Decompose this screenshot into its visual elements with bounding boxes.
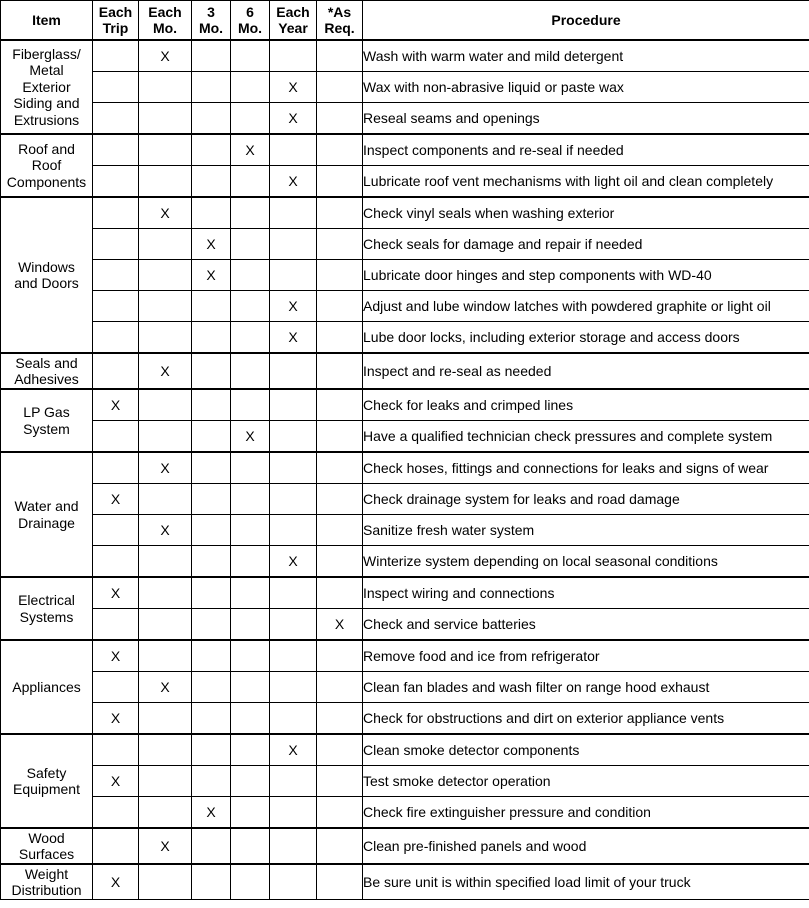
table-row <box>1 640 809 672</box>
frequency-cell-six-mo <box>231 864 270 900</box>
frequency-cell-six-mo: X <box>231 421 270 453</box>
header-each-month: Each Mo. <box>139 1 192 41</box>
table-row <box>1 609 809 641</box>
frequency-cell-each-mo <box>139 103 192 135</box>
procedure-cell: Check drainage system for leaks and road damage <box>363 484 809 515</box>
frequency-cell-three-mo <box>192 134 231 166</box>
procedure-cell: Lubricate door hinges and step components with WD-40 <box>363 260 809 291</box>
frequency-cell-each-year <box>270 864 317 900</box>
frequency-cell-each-mo: X <box>139 515 192 546</box>
procedure-cell: Check for leaks and crimped lines <box>363 389 809 421</box>
procedure-cell: Be sure unit is within specified load limit of your truck <box>363 864 809 900</box>
frequency-cell-each-year: X <box>270 166 317 198</box>
frequency-cell-six-mo <box>231 484 270 515</box>
frequency-cell-each-year <box>270 640 317 672</box>
frequency-cell-each-trip: X <box>93 484 139 515</box>
frequency-cell-three-mo <box>192 640 231 672</box>
frequency-cell-six-mo <box>231 797 270 829</box>
frequency-cell-three-mo <box>192 197 231 229</box>
frequency-cell-as-req <box>317 103 363 135</box>
frequency-cell-three-mo: X <box>192 797 231 829</box>
item-cell <box>1 864 93 900</box>
frequency-cell-six-mo <box>231 609 270 641</box>
frequency-cell-six-mo <box>231 389 270 421</box>
frequency-cell-each-mo <box>139 260 192 291</box>
frequency-cell-each-mo <box>139 484 192 515</box>
procedure-cell: Test smoke detector operation <box>363 766 809 797</box>
frequency-cell-each-year <box>270 134 317 166</box>
procedure-cell: Check fire extinguisher pressure and condition <box>363 797 809 829</box>
frequency-cell-three-mo <box>192 734 231 766</box>
frequency-cell-each-trip <box>93 134 139 166</box>
frequency-cell-each-year <box>270 609 317 641</box>
frequency-cell-six-mo <box>231 452 270 484</box>
frequency-cell-as-req <box>317 515 363 546</box>
frequency-cell-as-req <box>317 484 363 515</box>
procedure-cell: Remove food and ice from refrigerator <box>363 640 809 672</box>
table-row <box>1 103 809 135</box>
frequency-cell-each-year <box>270 577 317 609</box>
frequency-cell-six-mo <box>231 515 270 546</box>
frequency-cell-each-mo <box>139 421 192 453</box>
item-cell <box>1 577 93 640</box>
frequency-cell-as-req <box>317 353 363 389</box>
frequency-cell-each-mo <box>139 864 192 900</box>
table-row <box>1 322 809 354</box>
procedure-cell: Reseal seams and openings <box>363 103 809 135</box>
frequency-cell-three-mo <box>192 609 231 641</box>
frequency-cell-three-mo <box>192 546 231 578</box>
procedure-cell: Lubricate roof vent mechanisms with light oil and clean completely <box>363 166 809 198</box>
frequency-cell-each-mo <box>139 577 192 609</box>
frequency-cell-three-mo <box>192 389 231 421</box>
frequency-cell-three-mo <box>192 103 231 135</box>
frequency-cell-each-trip <box>93 734 139 766</box>
table-row <box>1 864 809 900</box>
frequency-cell-each-year <box>270 421 317 453</box>
frequency-cell-each-year: X <box>270 734 317 766</box>
header-row <box>1 1 809 41</box>
frequency-cell-each-year <box>270 703 317 735</box>
frequency-cell-each-mo: X <box>139 452 192 484</box>
frequency-cell-each-year <box>270 353 317 389</box>
frequency-cell-each-trip <box>93 103 139 135</box>
table-row <box>1 260 809 291</box>
item-label: LP Gas System <box>23 404 70 437</box>
frequency-cell-six-mo <box>231 72 270 103</box>
frequency-cell-six-mo: X <box>231 134 270 166</box>
frequency-cell-as-req <box>317 546 363 578</box>
table-row <box>1 72 809 103</box>
item-cell <box>1 734 93 828</box>
frequency-cell-each-year: X <box>270 546 317 578</box>
frequency-cell-each-year <box>270 40 317 72</box>
frequency-cell-three-mo <box>192 864 231 900</box>
frequency-cell-each-mo <box>139 703 192 735</box>
frequency-cell-each-mo <box>139 766 192 797</box>
frequency-cell-three-mo <box>192 452 231 484</box>
frequency-cell-each-trip: X <box>93 864 139 900</box>
frequency-cell-each-mo <box>139 72 192 103</box>
frequency-cell-each-trip <box>93 197 139 229</box>
frequency-cell-each-mo <box>139 389 192 421</box>
frequency-cell-each-mo <box>139 166 192 198</box>
frequency-cell-six-mo <box>231 672 270 703</box>
header-procedure: Procedure <box>363 1 809 41</box>
item-cell <box>1 828 93 864</box>
frequency-cell-each-year <box>270 484 317 515</box>
frequency-cell-as-req <box>317 389 363 421</box>
frequency-cell-each-mo <box>139 546 192 578</box>
frequency-cell-as-req <box>317 229 363 260</box>
item-label: Windows and Doors <box>14 258 79 291</box>
frequency-cell-each-trip <box>93 166 139 198</box>
procedure-cell: Check for obstructions and dirt on exterior appliance vents <box>363 703 809 735</box>
header-6-months: 6 Mo. <box>231 1 270 41</box>
frequency-cell-six-mo <box>231 322 270 354</box>
procedure-cell: Sanitize fresh water system <box>363 515 809 546</box>
frequency-cell-as-req <box>317 766 363 797</box>
procedure-cell: Adjust and lube window latches with powdered graphite or light oil <box>363 291 809 322</box>
frequency-cell-as-req <box>317 197 363 229</box>
frequency-cell-each-trip <box>93 353 139 389</box>
table-row <box>1 134 809 166</box>
frequency-cell-each-year <box>270 389 317 421</box>
frequency-cell-each-trip: X <box>93 640 139 672</box>
frequency-cell-each-year <box>270 452 317 484</box>
frequency-cell-each-year <box>270 672 317 703</box>
frequency-cell-three-mo <box>192 166 231 198</box>
frequency-cell-as-req <box>317 797 363 829</box>
frequency-cell-each-trip: X <box>93 577 139 609</box>
frequency-cell-three-mo <box>192 672 231 703</box>
item-label: Weight Distribution <box>11 865 82 898</box>
frequency-cell-as-req <box>317 260 363 291</box>
frequency-cell-each-trip <box>93 72 139 103</box>
item-label: Water and Drainage <box>14 498 79 531</box>
frequency-cell-each-year <box>270 828 317 864</box>
frequency-cell-as-req <box>317 672 363 703</box>
table-row <box>1 421 809 453</box>
table-row <box>1 797 809 829</box>
frequency-cell-three-mo: X <box>192 260 231 291</box>
item-cell <box>1 640 93 734</box>
frequency-cell-as-req: X <box>317 609 363 641</box>
frequency-cell-each-trip <box>93 40 139 72</box>
procedure-cell: Inspect wiring and connections <box>363 577 809 609</box>
item-label: Appliances <box>12 678 81 695</box>
frequency-cell-each-mo <box>139 291 192 322</box>
procedure-cell: Winterize system depending on local seasonal conditions <box>363 546 809 578</box>
frequency-cell-each-trip <box>93 260 139 291</box>
frequency-cell-as-req <box>317 703 363 735</box>
procedure-cell: Wax with non-abrasive liquid or paste wax <box>363 72 809 103</box>
table-row <box>1 291 809 322</box>
item-cell <box>1 197 93 353</box>
table-row <box>1 546 809 578</box>
table-row <box>1 353 809 389</box>
table-row <box>1 828 809 864</box>
frequency-cell-each-year <box>270 515 317 546</box>
frequency-cell-as-req <box>317 421 363 453</box>
frequency-cell-each-trip <box>93 452 139 484</box>
frequency-cell-each-year <box>270 797 317 829</box>
frequency-cell-each-mo: X <box>139 353 192 389</box>
frequency-cell-each-year <box>270 197 317 229</box>
frequency-cell-each-trip <box>93 229 139 260</box>
procedure-cell: Lube door locks, including exterior storage and access doors <box>363 322 809 354</box>
frequency-cell-three-mo: X <box>192 229 231 260</box>
frequency-cell-as-req <box>317 322 363 354</box>
frequency-cell-as-req <box>317 166 363 198</box>
table-row <box>1 766 809 797</box>
frequency-cell-each-mo <box>139 609 192 641</box>
frequency-cell-six-mo <box>231 828 270 864</box>
frequency-cell-as-req <box>317 640 363 672</box>
item-label: Roof and Roof Components <box>6 140 87 190</box>
frequency-cell-as-req <box>317 828 363 864</box>
procedure-cell: Have a qualified technician check pressures and complete system <box>363 421 809 453</box>
frequency-cell-each-trip <box>93 322 139 354</box>
item-label: Safety Equipment <box>13 764 80 797</box>
frequency-cell-each-mo <box>139 134 192 166</box>
header-3-months: 3 Mo. <box>192 1 231 41</box>
frequency-cell-six-mo <box>231 197 270 229</box>
frequency-cell-each-trip: X <box>93 766 139 797</box>
table-row <box>1 577 809 609</box>
item-label: Wood Surfaces <box>18 829 75 862</box>
table-row <box>1 452 809 484</box>
item-label: Fiberglass/ Metal Exterior Siding and Extrusions <box>12 45 81 128</box>
table-row <box>1 515 809 546</box>
frequency-cell-each-mo: X <box>139 828 192 864</box>
header-item: Item <box>1 1 93 41</box>
frequency-cell-each-year: X <box>270 291 317 322</box>
frequency-cell-as-req <box>317 577 363 609</box>
frequency-cell-each-year: X <box>270 72 317 103</box>
frequency-cell-six-mo <box>231 546 270 578</box>
frequency-cell-three-mo <box>192 703 231 735</box>
table-row <box>1 166 809 198</box>
item-cell <box>1 452 93 577</box>
procedure-cell: Clean fan blades and wash filter on range hood exhaust <box>363 672 809 703</box>
frequency-cell-each-mo: X <box>139 672 192 703</box>
item-label: Electrical Systems <box>18 592 75 625</box>
table-row <box>1 389 809 421</box>
frequency-cell-six-mo <box>231 260 270 291</box>
frequency-cell-each-trip <box>93 797 139 829</box>
procedure-cell: Clean smoke detector components <box>363 734 809 766</box>
frequency-cell-six-mo <box>231 703 270 735</box>
procedure-cell: Wash with warm water and mild detergent <box>363 40 809 72</box>
table-row <box>1 734 809 766</box>
procedure-cell: Check and service batteries <box>363 609 809 641</box>
frequency-cell-each-trip: X <box>93 389 139 421</box>
frequency-cell-as-req <box>317 72 363 103</box>
frequency-cell-six-mo <box>231 40 270 72</box>
item-cell <box>1 40 93 134</box>
frequency-cell-each-mo: X <box>139 40 192 72</box>
frequency-cell-six-mo <box>231 166 270 198</box>
procedure-cell: Check seals for damage and repair if needed <box>363 229 809 260</box>
procedure-cell: Check hoses, fittings and connections for leaks and signs of wear <box>363 452 809 484</box>
frequency-cell-six-mo <box>231 640 270 672</box>
frequency-cell-each-trip <box>93 291 139 322</box>
schedule-body <box>1 40 809 900</box>
item-cell <box>1 389 93 452</box>
frequency-cell-each-trip <box>93 828 139 864</box>
frequency-cell-as-req <box>317 452 363 484</box>
frequency-cell-three-mo <box>192 828 231 864</box>
frequency-cell-as-req <box>317 291 363 322</box>
frequency-cell-each-trip <box>93 672 139 703</box>
frequency-cell-three-mo <box>192 766 231 797</box>
table-row <box>1 197 809 229</box>
item-label: Seals and Adhesives <box>14 354 79 387</box>
frequency-cell-as-req <box>317 734 363 766</box>
frequency-cell-each-mo <box>139 229 192 260</box>
frequency-cell-each-trip <box>93 546 139 578</box>
frequency-cell-as-req <box>317 864 363 900</box>
frequency-cell-each-trip <box>93 421 139 453</box>
frequency-cell-six-mo <box>231 734 270 766</box>
frequency-cell-three-mo <box>192 322 231 354</box>
header-each-year: Each Year <box>270 1 317 41</box>
frequency-cell-as-req <box>317 40 363 72</box>
table-row <box>1 229 809 260</box>
frequency-cell-three-mo <box>192 577 231 609</box>
procedure-cell: Inspect components and re-seal if needed <box>363 134 809 166</box>
frequency-cell-as-req <box>317 134 363 166</box>
item-cell <box>1 134 93 197</box>
frequency-cell-each-year <box>270 229 317 260</box>
frequency-cell-six-mo <box>231 229 270 260</box>
frequency-cell-each-mo <box>139 734 192 766</box>
procedure-cell: Inspect and re-seal as needed <box>363 353 809 389</box>
frequency-cell-each-mo <box>139 797 192 829</box>
frequency-cell-three-mo <box>192 515 231 546</box>
frequency-cell-three-mo <box>192 421 231 453</box>
procedure-cell: Check vinyl seals when washing exterior <box>363 197 809 229</box>
frequency-cell-each-trip <box>93 609 139 641</box>
frequency-cell-each-mo <box>139 640 192 672</box>
table-row <box>1 40 809 72</box>
frequency-cell-three-mo <box>192 291 231 322</box>
frequency-cell-each-trip <box>93 515 139 546</box>
frequency-cell-each-mo: X <box>139 197 192 229</box>
table-row <box>1 703 809 735</box>
frequency-cell-each-trip: X <box>93 703 139 735</box>
frequency-cell-six-mo <box>231 766 270 797</box>
frequency-cell-each-year <box>270 766 317 797</box>
frequency-cell-three-mo <box>192 484 231 515</box>
header-as-required: *As Req. <box>317 1 363 41</box>
frequency-cell-six-mo <box>231 577 270 609</box>
item-cell <box>1 353 93 389</box>
frequency-cell-six-mo <box>231 103 270 135</box>
frequency-cell-each-mo <box>139 322 192 354</box>
frequency-cell-three-mo <box>192 353 231 389</box>
table-row <box>1 484 809 515</box>
header-each-trip: Each Trip <box>93 1 139 41</box>
frequency-cell-three-mo <box>192 72 231 103</box>
table-row <box>1 672 809 703</box>
frequency-cell-three-mo <box>192 40 231 72</box>
frequency-cell-six-mo <box>231 291 270 322</box>
frequency-cell-six-mo <box>231 353 270 389</box>
frequency-cell-each-year: X <box>270 322 317 354</box>
frequency-cell-each-year: X <box>270 103 317 135</box>
procedure-cell: Clean pre-finished panels and wood <box>363 828 809 864</box>
frequency-cell-each-year <box>270 260 317 291</box>
